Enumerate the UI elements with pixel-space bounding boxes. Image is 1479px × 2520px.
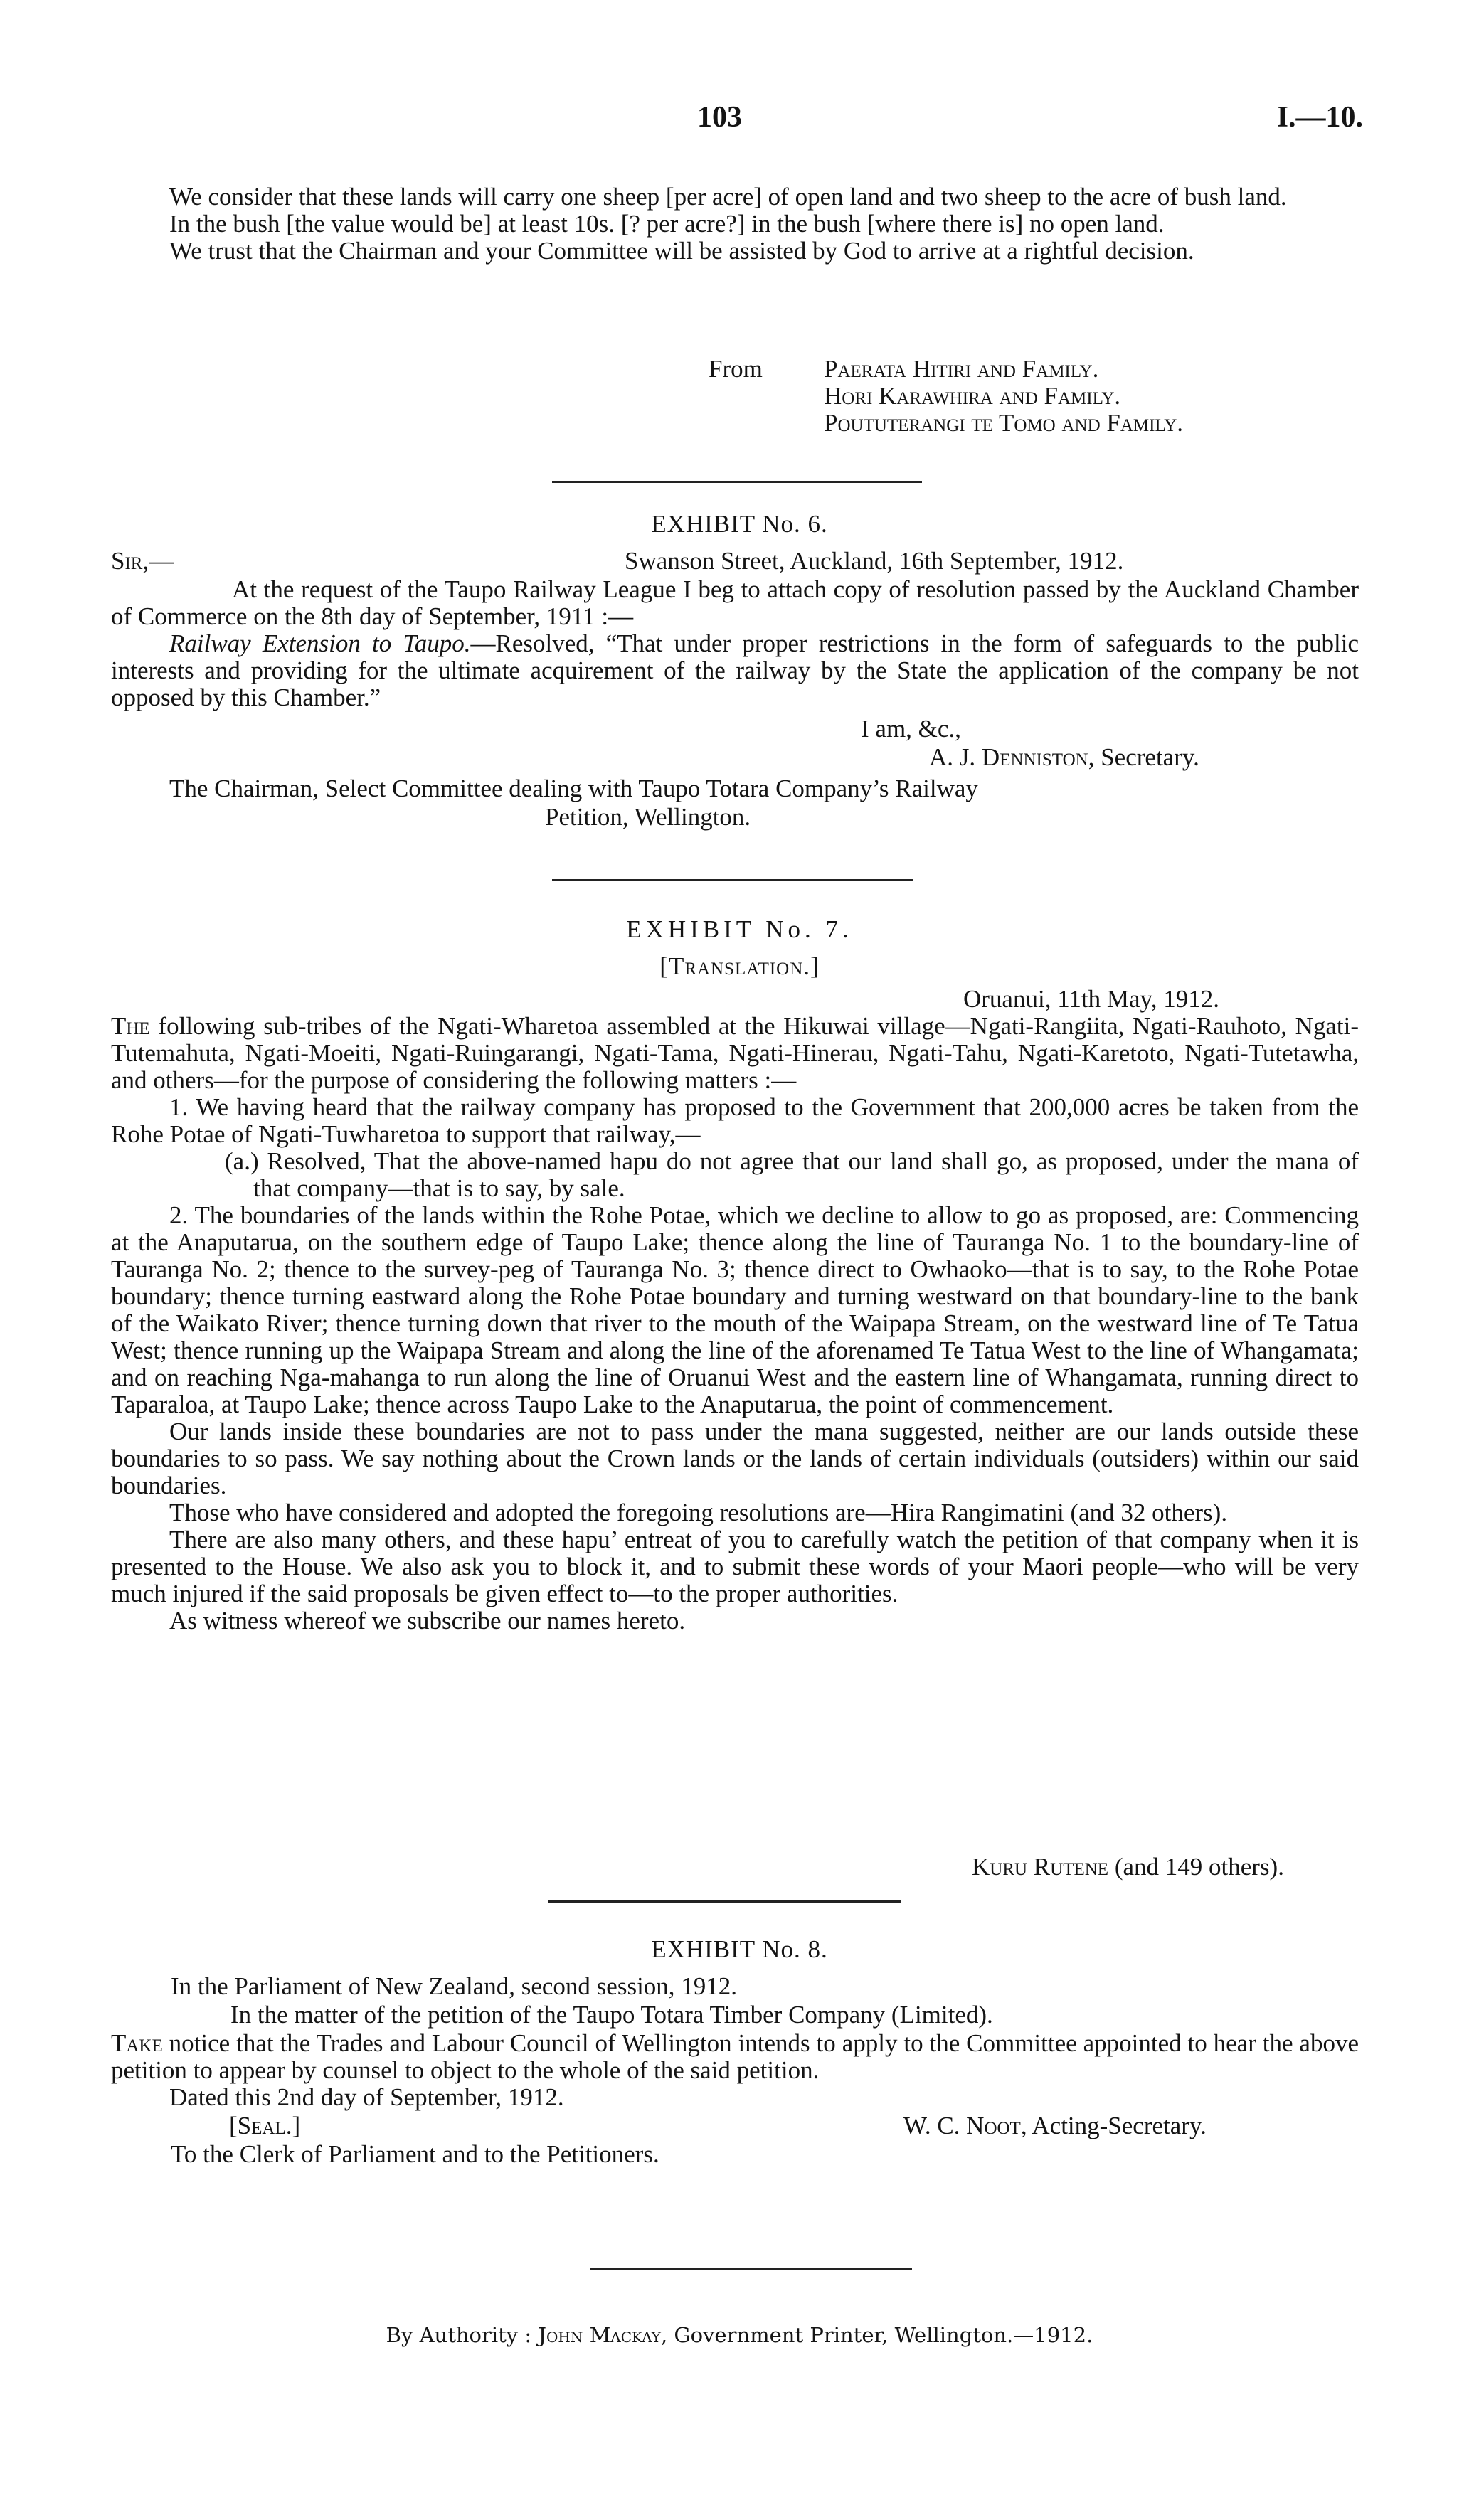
- signatory-1: Paerata Hitiri and Family.: [824, 355, 1099, 383]
- exhibit-8-matter: In the matter of the petition of the Taupo Totara Timber Company (Limited).: [230, 2001, 993, 2029]
- signature-title: , Secretary.: [1088, 743, 1199, 771]
- exhibit-6-address: Swanson Street, Auckland, 16th September, 1912.: [625, 547, 1124, 575]
- signature-title: , Acting-Secretary.: [1020, 2112, 1207, 2139]
- signatory-2: Hori Karawhira and Family.: [824, 382, 1121, 410]
- exhibit-8-notice: [111, 2030, 1359, 2084]
- exhibit-8-body: [111, 2030, 1359, 2111]
- seal: [Seal.]: [229, 2112, 301, 2139]
- exhibit-7-body: [111, 1013, 1359, 1634]
- signature-name: A. J. Denniston: [929, 743, 1088, 771]
- from-label: From: [709, 355, 763, 383]
- page-number: 103: [697, 101, 742, 134]
- salutation: Sir,—: [111, 547, 174, 575]
- signature-rest: (and 149 others).: [1108, 1853, 1284, 1881]
- paragraph-sheep: We consider that these lands will carry one sheep [per acre] of open land and two sheep to the acre of bush land.: [169, 183, 1287, 211]
- paragraph-bush: In the bush [the value would be] at least 10s. [? per acre?] in the bush [where there is] no open land.: [169, 210, 1165, 238]
- paragraph-lands: Our lands inside these boundaries are not to pass under the mana suggested, neither are our lands outside these boundaries to so pass. We say nothing about the Crown lands or the lands of certain individuals (outsiders) within our said boundaries.: [111, 1418, 1359, 1499]
- signatory-3: Poututerangi te Tomo and Family.: [824, 409, 1184, 437]
- section-divider: [552, 879, 913, 881]
- signature-name: Kuru Rutene: [972, 1853, 1109, 1881]
- exhibit-6-resolution: [111, 630, 1359, 711]
- exhibit-6-title: EXHIBIT No. 6.: [651, 510, 828, 538]
- paragraph-there: There are also many others, and these hapu’ entreat of you to carefully watch the petition of that company when it is presented to the House. We also ask you to block it, and to submit these words of your Maori people—who will be very much injured if the said proposals be given effect to—to the proper authorities.: [111, 1526, 1359, 1607]
- exhibit-7-signature: [972, 1854, 1284, 1881]
- intro-lead: The: [111, 1012, 150, 1040]
- section-divider: [552, 481, 922, 483]
- signature-name: W. C. Noot: [903, 2112, 1021, 2139]
- notice-lead: Take: [111, 2029, 163, 2057]
- addressee-line-2: Petition, Wellington.: [545, 803, 751, 831]
- exhibit-8-dated: Dated this 2nd day of September, 1912.: [169, 2083, 564, 2111]
- item-2: 2. The boundaries of the lands within the Rohe Potae, which we decline to allow to go as proposed, are: Commencing at the Anaputarua, on the southern edge of Taupo Lake; thence along the line of Tauranga No. 1 to the boundary-line of Tauranga No. 2; thence to the survey-peg of Tauranga No. 3; thence direct to Owhaoko—that is to say, to the Rohe Potae boundary; thence turning eastward along the Rohe Potae boundary and turning westward on that boundary-line to the bank of the Waikato River; thence turning down that river to the mouth of the Waipapa Stream, on the westward line of Te Tatua West; thence running up the Waipapa Stream and along the line of the aforenamed Te Tatua West to the line of Whangamata; and on reaching Nga-mahanga to run along the line of Oruanui West and the eastern line of Whangamata, running direct to Taparaloa, at Taupo Lake; thence across Taupo Lake to the Anaputarua, the point of commencement.: [111, 1201, 1359, 1418]
- exhibit-6-signature: [929, 744, 1199, 771]
- printer-name: John Mackay: [538, 2323, 661, 2347]
- item-1a: (a.) Resolved, That the above-named hapu do not agree that our land shall go, as proposed, under the mana of that company—that is to say, by sale.: [225, 1147, 1359, 1202]
- exhibit-8-title: EXHIBIT No. 8.: [651, 1935, 828, 1963]
- footer-divider: [590, 2268, 912, 2270]
- exhibit-6-body: [111, 576, 1359, 711]
- exhibit-7-intro: [111, 1013, 1359, 1094]
- exhibit-7-place-date: Oruanui, 11th May, 1912.: [963, 985, 1219, 1013]
- exhibit-8-parliament: In the Parliament of New Zealand, second session, 1912.: [171, 1972, 738, 2000]
- exhibit-8-addressee: To the Clerk of Parliament and to the Petitioners.: [171, 2140, 659, 2168]
- paragraph-trust: We trust that the Chairman and your Committee will be assisted by God to arrive at a rightful decision.: [169, 237, 1194, 265]
- imprint-lead: By Authority :: [386, 2323, 539, 2347]
- notice-text: notice that the Trades and Labour Council of Wellington intends to apply to the Committee appointed to hear the above petition to appear by counsel to object to the whole of the said petition.: [111, 2029, 1359, 2084]
- document-reference: I.—10.: [1276, 101, 1363, 134]
- section-divider: [548, 1900, 901, 1903]
- continued-letter: [111, 184, 1359, 265]
- closing: I am, &c.,: [861, 715, 961, 743]
- item-1: 1. We having heard that the railway company has proposed to the Government that 200,000 acres be taken from the Rohe Potae of Ngati-Tuwharetoa to support that railway,—: [111, 1093, 1359, 1148]
- exhibit-7-subtitle: [Translation.]: [659, 952, 820, 980]
- exhibit-6-request: At the request of the Taupo Railway League I beg to attach copy of resolution passed by the Auckland Chamber of Commerce on the 8th day of September, 1911 :—: [111, 575, 1359, 630]
- exhibit-7-title: EXHIBIT No. 7.: [626, 915, 853, 943]
- paragraph-those: Those who have considered and adopted the foregoing resolutions are—Hira Rangimatini (and 32 others).: [169, 1499, 1228, 1526]
- intro-text: following sub-tribes of the Ngati-Wharetoa assembled at the Hikuwai village—Ngati-Rangiita, Ngati-Rauhoto, Ngati-Tutemahuta, Ngati-Moeiti, Ngati-Ruingarangi, Ngati-Tama, Ngati-Hinerau, Ngati-Tahu, Ngati-Karetoto, Ngati-Tutetawha, and others—for the purpose of considering the following matters :—: [111, 1012, 1359, 1094]
- resolution-heading: Railway Extension to Taupo.: [169, 629, 471, 657]
- addressee-line-1: The Chairman, Select Committee dealing with Taupo Totara Company’s Railway: [169, 775, 978, 802]
- exhibit-8-signature: [903, 2112, 1207, 2139]
- printer-imprint: [0, 2322, 1479, 2349]
- paragraph-witness: As witness whereof we subscribe our names hereto.: [169, 1607, 686, 1634]
- resolution-text: —Resolved, “That under proper restrictions in the form of safeguards to the public interests and providing for the ultimate acquirement of the railway by the State the application of the company be not opposed by this Chamber.”: [111, 629, 1359, 711]
- imprint-rest: , Government Printer, Wellington.—1912.: [660, 2323, 1093, 2347]
